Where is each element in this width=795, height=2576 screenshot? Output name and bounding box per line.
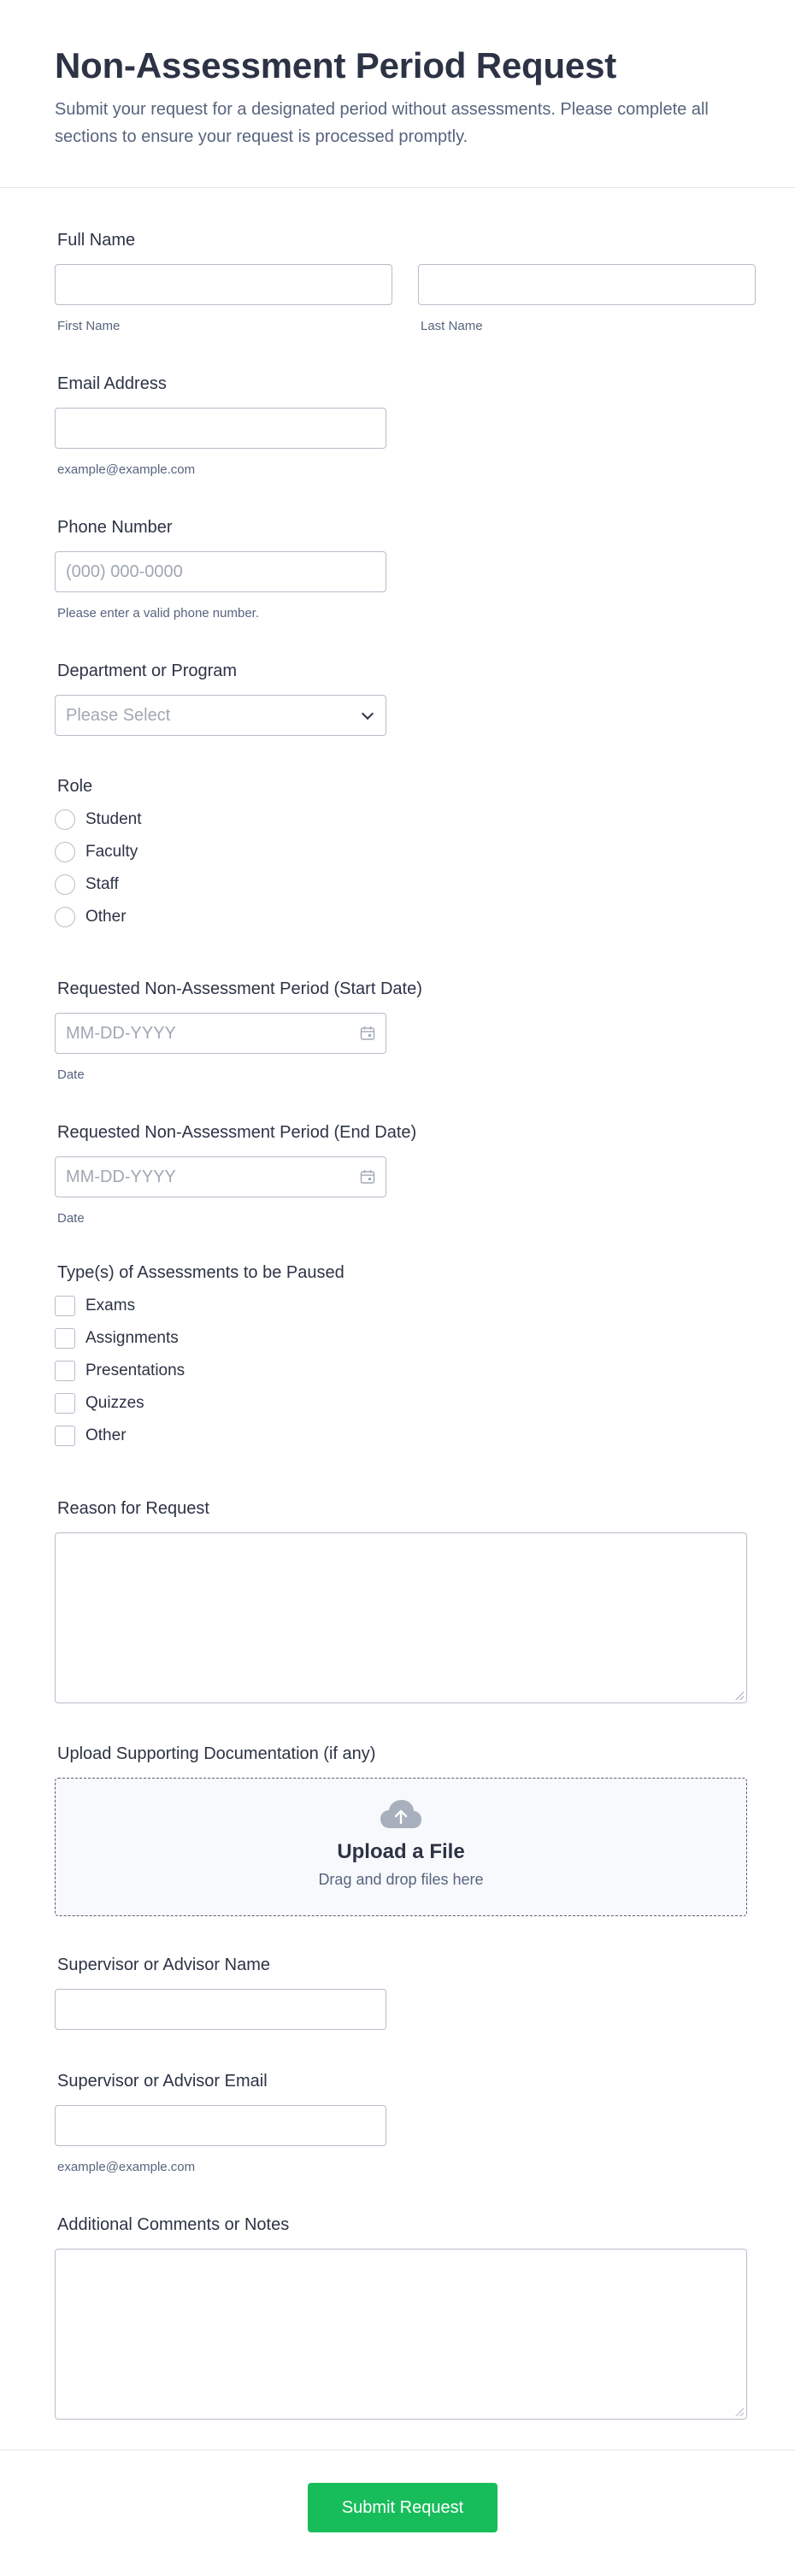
last-name-input[interactable] — [418, 264, 756, 305]
supervisor-name-input[interactable] — [55, 1989, 386, 2030]
checkbox[interactable] — [55, 1328, 75, 1349]
full-name-row — [55, 264, 756, 333]
email-sublabel: example@example.com — [57, 462, 196, 477]
supervisor-name-field — [55, 1955, 386, 2030]
upload-dropzone[interactable] — [55, 1778, 747, 1916]
assessments-field — [55, 1262, 344, 1452]
role-option-student[interactable] — [55, 803, 142, 836]
checkbox[interactable] — [55, 1426, 75, 1446]
role-field — [55, 776, 142, 933]
assessment-option-quizzes[interactable] — [55, 1387, 344, 1420]
assessment-option-exams[interactable] — [55, 1290, 344, 1322]
upload-field — [55, 1744, 747, 1916]
assessment-option-label: Exams — [85, 1297, 136, 1314]
phone-sublabel: Please enter a valid phone number. — [57, 606, 259, 620]
reason-field — [55, 1498, 747, 1703]
role-options — [55, 803, 142, 933]
form-header — [0, 0, 795, 188]
role-option-faculty[interactable] — [55, 836, 142, 868]
assessments-label: Type(s) of Assessments to be Paused — [57, 1263, 344, 1282]
first-name-col — [55, 264, 392, 333]
radio-button[interactable] — [55, 842, 75, 862]
radio-button[interactable] — [55, 874, 75, 895]
supervisor-email-input[interactable] — [55, 2105, 386, 2146]
phone-field — [55, 517, 386, 620]
department-selected-value: Please Select — [66, 705, 171, 725]
first-name-sublabel: First Name — [57, 319, 121, 333]
start-date-label: Requested Non-Assessment Period (Start Date) — [57, 979, 422, 998]
form-footer — [0, 2450, 795, 2576]
department-select[interactable] — [55, 695, 386, 736]
role-option-label: Staff — [85, 875, 119, 893]
role-option-other[interactable] — [55, 901, 142, 933]
assessment-option-label: Presentations — [85, 1362, 186, 1379]
supervisor-name-label: Supervisor or Advisor Name — [57, 1956, 270, 1974]
reason-label: Reason for Request — [57, 1499, 209, 1518]
end-date-placeholder: MM-DD-YYYY — [66, 1167, 176, 1186]
comments-field — [55, 2214, 747, 2420]
full-name-label: Full Name — [57, 231, 136, 250]
resize-handle-icon[interactable] — [735, 1691, 744, 1700]
department-field — [55, 661, 386, 736]
assessment-option-label: Other — [85, 1426, 127, 1444]
first-name-input[interactable] — [55, 264, 392, 305]
cloud-upload-icon — [380, 1799, 422, 1830]
role-option-label: Other — [85, 908, 127, 926]
assessment-option-assignments[interactable] — [55, 1322, 344, 1355]
start-date-field — [55, 979, 422, 1082]
role-option-label: Student — [85, 810, 142, 828]
supervisor-email-label: Supervisor or Advisor Email — [57, 2072, 268, 2091]
email-field — [55, 373, 386, 477]
assessment-option-label: Assignments — [85, 1329, 179, 1347]
start-date-placeholder: MM-DD-YYYY — [66, 1023, 176, 1043]
calendar-icon[interactable] — [360, 1169, 375, 1185]
end-date-sublabel: Date — [57, 1211, 85, 1226]
last-name-sublabel: Last Name — [421, 319, 483, 333]
calendar-icon[interactable] — [360, 1026, 375, 1041]
upload-title: Upload a File — [337, 1840, 465, 1863]
phone-label: Phone Number — [57, 518, 173, 537]
role-option-label: Faculty — [85, 843, 138, 861]
end-date-label: Requested Non-Assessment Period (End Date) — [57, 1123, 417, 1142]
email-input[interactable] — [55, 408, 386, 449]
assessment-option-presentations[interactable] — [55, 1355, 344, 1387]
checkbox[interactable] — [55, 1393, 75, 1414]
supervisor-email-sublabel: example@example.com — [57, 2160, 196, 2174]
reason-textarea[interactable] — [55, 1532, 747, 1703]
start-date-input[interactable] — [55, 1013, 386, 1054]
assessment-option-other[interactable] — [55, 1420, 344, 1452]
assessments-options — [55, 1290, 344, 1452]
full-name-field — [55, 230, 756, 333]
email-label: Email Address — [57, 374, 167, 393]
page-title: Non-Assessment Period Request — [55, 45, 617, 85]
submit-button[interactable]: Submit Request — [308, 2483, 498, 2532]
last-name-col — [418, 264, 756, 333]
end-date-field — [55, 1122, 416, 1226]
phone-input[interactable] — [55, 551, 386, 592]
chevron-down-icon — [362, 707, 374, 719]
supervisor-email-field — [55, 2071, 386, 2174]
role-option-staff[interactable] — [55, 868, 142, 901]
comments-textarea[interactable] — [55, 2249, 747, 2420]
assessment-option-label: Quizzes — [85, 1394, 144, 1412]
checkbox[interactable] — [55, 1361, 75, 1381]
page-subtitle: Submit your request for a designated period without assessments. Please complete all sections to ensure your request is processed promptly. — [55, 100, 709, 146]
department-label: Department or Program — [57, 662, 238, 680]
role-label: Role — [57, 777, 93, 796]
end-date-input[interactable] — [55, 1156, 386, 1197]
upload-label: Upload Supporting Documentation (if any) — [57, 1744, 376, 1763]
resize-handle-icon[interactable] — [735, 2408, 744, 2416]
radio-button[interactable] — [55, 809, 75, 830]
radio-button[interactable] — [55, 907, 75, 927]
upload-subtitle: Drag and drop files here — [318, 1871, 484, 1888]
start-date-sublabel: Date — [57, 1067, 85, 1082]
checkbox[interactable] — [55, 1296, 75, 1316]
comments-label: Additional Comments or Notes — [57, 2215, 290, 2234]
